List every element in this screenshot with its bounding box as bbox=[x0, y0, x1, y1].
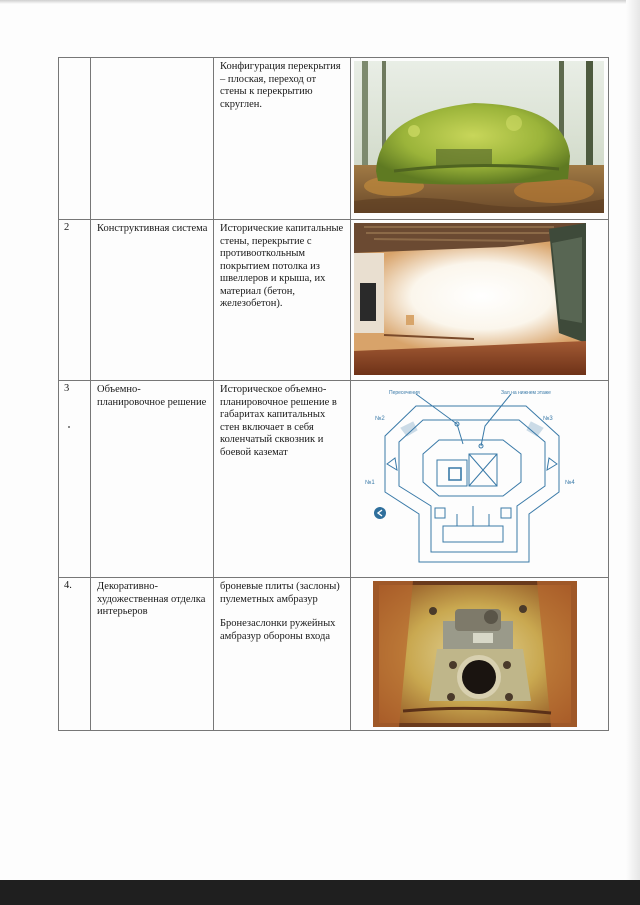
table-row bbox=[59, 381, 609, 578]
table-row bbox=[59, 220, 609, 381]
row-number-cell: 3 bbox=[59, 381, 91, 578]
scan-bottom-band bbox=[0, 880, 640, 905]
row-name-cell: Конструктивная система bbox=[91, 220, 214, 381]
plan-label-n2: №2 bbox=[375, 416, 385, 422]
moss-covered-bunker-photo bbox=[354, 61, 604, 213]
table-row bbox=[59, 58, 609, 220]
table-row bbox=[59, 578, 609, 731]
row-number-cell: 2 bbox=[59, 220, 91, 381]
row-image-cell bbox=[351, 58, 609, 220]
row-name-cell: Декоративно-художественная отделка интерьеров bbox=[91, 578, 214, 731]
armored-embrasure-photo bbox=[373, 581, 577, 727]
bunker-interior-photo bbox=[354, 223, 586, 375]
plan-label-n4: №4 bbox=[565, 480, 575, 486]
row-description-cell: Историческое объемно-планировочное решение в габаритах капитальных стен включает в себя коленчатый сквозник и боевой каземат bbox=[214, 381, 351, 578]
scan-edge-right bbox=[626, 0, 640, 880]
row-description-cell bbox=[214, 578, 351, 731]
row-image-cell bbox=[351, 578, 609, 731]
row-image-cell bbox=[351, 220, 609, 381]
plan-label-top-left: Пересечения bbox=[389, 390, 420, 396]
row-description-cell: Исторические капитальные стены, перекрытие с противооткольным покрытием потолка из швеллеров и крыша, их материал (бетон, железобетон). bbox=[214, 220, 351, 381]
plan-label-n3: №3 bbox=[543, 416, 553, 422]
scan-speck bbox=[68, 426, 70, 428]
bunker-floor-plan bbox=[361, 384, 586, 572]
row-number-cell bbox=[59, 58, 91, 220]
properties-table bbox=[58, 57, 609, 731]
plan-label-top-right: Зал на нижнем этаже bbox=[501, 390, 551, 396]
plan-marker-icon bbox=[374, 507, 386, 519]
description-paragraph: броневые плиты (заслоны) пулеметных амбразур bbox=[220, 581, 340, 605]
row-name-cell: Объемно-планировочное решение bbox=[91, 381, 214, 578]
plan-label-n1: №1 bbox=[365, 480, 375, 486]
row-number-cell: 4. bbox=[59, 578, 91, 731]
row-name-cell bbox=[91, 58, 214, 220]
row-image-cell bbox=[351, 381, 609, 578]
description-paragraph: Бронезаслонки ружейных амбразур обороны входа bbox=[220, 618, 336, 642]
scan-edge-top bbox=[0, 0, 640, 4]
row-description-cell: Конфигурация перекрытия – плоская, переход от стены к перекрытию скруглен. bbox=[214, 58, 351, 220]
